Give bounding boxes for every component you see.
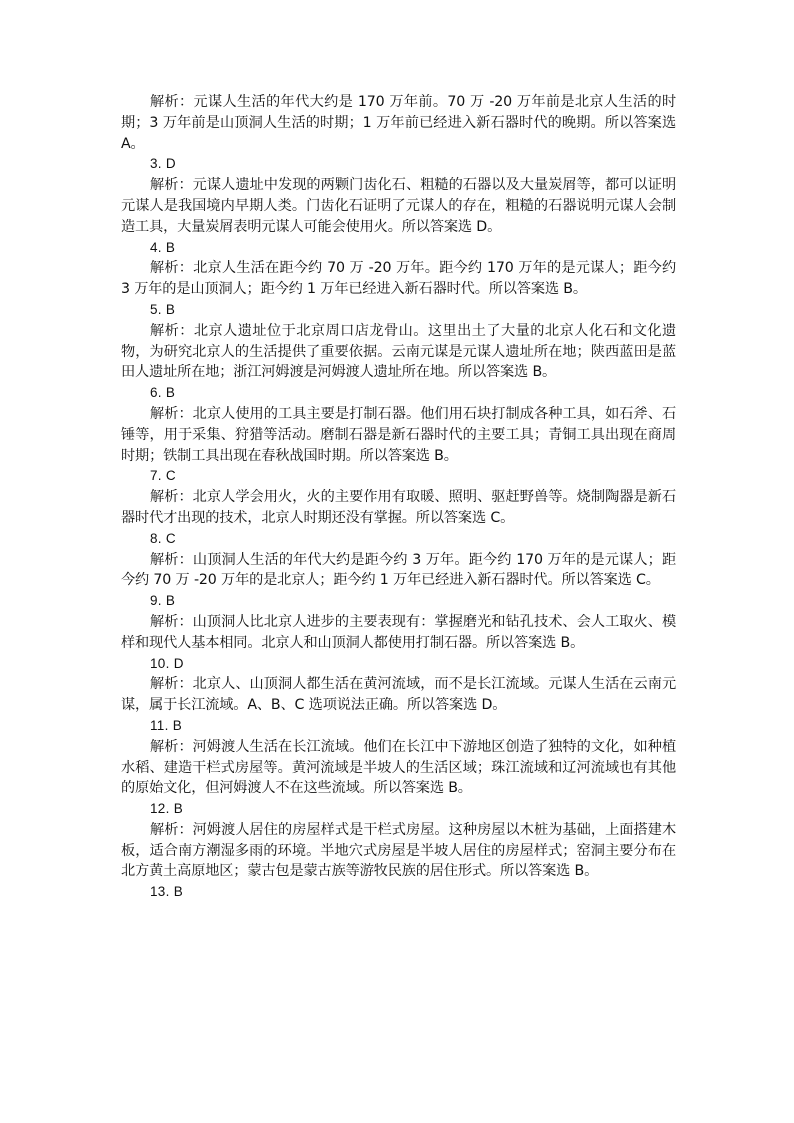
explanation-text: 解析：山顶洞人生活的年代大约是距今约 3 万年。距今约 170 万年的是元谋人；距今约 70 万 -20 万年的是北京人；距今约 1 万年已经进入新石器时代。所以答案选 C。 xyxy=(121,551,676,589)
question-number-answer: 4. B xyxy=(150,239,176,255)
question-number-answer: 5. B xyxy=(150,301,176,317)
question-number-answer: 12. B xyxy=(150,801,184,817)
answer-item-5 xyxy=(121,300,676,383)
answer-item-4 xyxy=(121,238,676,300)
answer-item-12 xyxy=(121,799,676,882)
answer-item-3 xyxy=(121,154,676,237)
question-number-answer: 3. D xyxy=(150,156,176,172)
explanation-text: 解析：元谋人遗址中发现的两颗门齿化石、粗糙的石器以及大量炭屑等，都可以证明元谋人是我国境内早期人类。门齿化石证明了元谋人的存在，粗糙的石器说明元谋人会制造工具，大量炭屑表明元谋人可能会使用火。所以答案选 D。 xyxy=(121,177,676,235)
question-number-answer: 13. B xyxy=(150,884,184,900)
explanation-text: 解析：北京人使用的工具主要是打制石器。他们用石块打制成各种工具，如石斧、石锤等，用于采集、狩猎等活动。磨制石器是新石器时代的主要工具；青铜工具出现在商周时期；铁制工具出现在春秋战国时期。所以答案选 B。 xyxy=(121,405,676,464)
question-number-answer: 7. C xyxy=(150,468,176,484)
answer-item-10 xyxy=(121,654,676,716)
answer-item-6 xyxy=(121,383,676,466)
answer-item-2 xyxy=(121,92,676,154)
answer-explanations-page xyxy=(121,92,676,903)
question-number-answer: 6. B xyxy=(150,385,176,401)
answer-item-7 xyxy=(121,466,676,528)
answer-item-9 xyxy=(121,591,676,653)
explanation-text: 解析：北京人、山顶洞人都生活在黄河流域，而不是长江流域。元谋人生活在云南元谋，属于长江流域。A、B、C 选项说法正确。所以答案选 D。 xyxy=(121,676,676,714)
answer-item-11 xyxy=(121,716,676,799)
explanation-text: 解析：北京人学会用火，火的主要作用有取暖、照明、驱赶野兽等。烧制陶器是新石器时代才出现的技术，北京人时期还没有掌握。所以答案选 C。 xyxy=(121,489,676,526)
question-number-answer: 8. C xyxy=(150,530,176,546)
explanation-text: 解析：北京人遗址位于北京周口店龙骨山。这里出土了大量的北京人化石和文化遗物，为研究北京人的生活提供了重要依据。云南元谋是元谋人遗址所在地；陕西蓝田是蓝田人遗址所在地；浙江河姆渡是河姆渡人遗址所在地。所以答案选 B。 xyxy=(121,322,676,381)
explanation-text: 解析：河姆渡人居住的房屋样式是干栏式房屋。这种房屋以木桩为基础，上面搭建木板，适合南方潮湿多雨的环境。半地穴式房屋是半坡人居住的房屋样式；窑洞主要分布在北方黄土高原地区；蒙古包是蒙古族等游牧民族的居住形式。所以答案选 B。 xyxy=(121,821,676,880)
question-number-answer: 10. D xyxy=(150,655,184,671)
explanation-text: 解析：山顶洞人比北京人进步的主要表现有：掌握磨光和钻孔技术、会人工取火、模样和现代人基本相同。北京人和山顶洞人都使用打制石器。所以答案选 B。 xyxy=(121,613,676,651)
explanation-text: 解析：北京人生活在距今约 70 万 -20 万年。距今约 170 万年的是元谋人；距今约 3 万年的是山顶洞人；距今约 1 万年已经进入新石器时代。所以答案选 B。 xyxy=(121,260,676,298)
answer-item-13 xyxy=(121,882,676,903)
question-number-answer: 11. B xyxy=(150,717,183,733)
explanation-text: 解析：河姆渡人生活在长江流域。他们在长江中下游地区创造了独特的文化，如种植水稻、建造干栏式房屋等。黄河流域是半坡人的生活区域；珠江流域和辽河流域也有其他的原始文化，但河姆渡人不在这些流域。所以答案选 B。 xyxy=(121,738,676,797)
explanation-text: 解析：元谋人生活的年代大约是 170 万年前。70 万 -20 万年前是北京人生活的时期；3 万年前是山顶洞人生活的时期；1 万年前已经进入新石器时代的晚期。所以答案选 A。 xyxy=(121,94,676,152)
question-number-answer: 9. B xyxy=(150,593,176,609)
answer-item-8 xyxy=(121,529,676,591)
